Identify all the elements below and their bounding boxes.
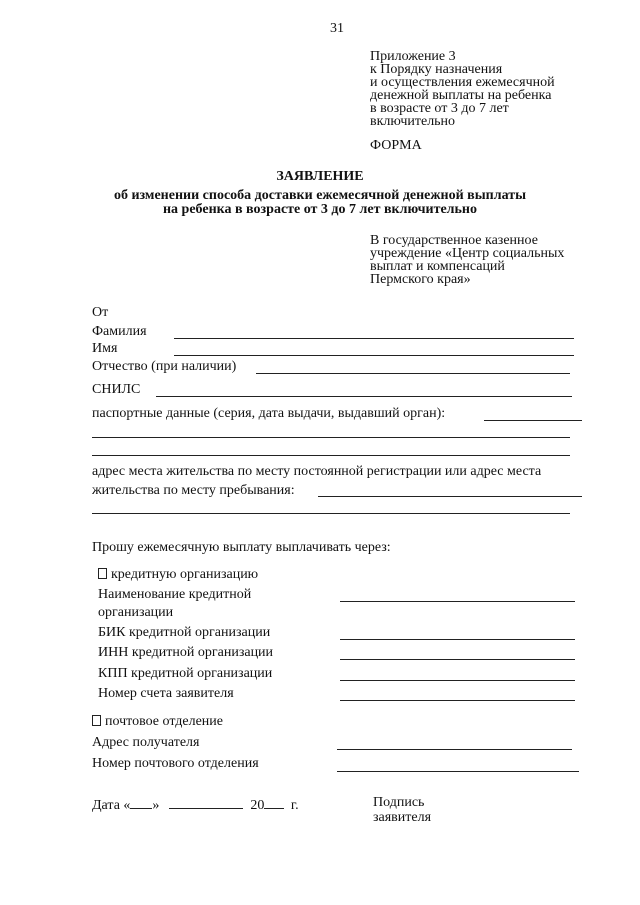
snils-field[interactable] [156, 396, 572, 397]
appendix-line-2: к Порядку назначения [370, 62, 503, 77]
account-field[interactable] [340, 700, 575, 701]
date-close-quote: » [152, 798, 160, 813]
appendix-line-6: включительно [370, 114, 456, 129]
kpp-label: КПП кредитной организации [98, 666, 273, 681]
document-title: ЗАЯВЛЕНИЕ [276, 169, 364, 184]
credit-name-label-line-1: Наименование кредитной [98, 587, 252, 602]
credit-name-label-line-2: организации [98, 605, 174, 620]
address-field-1[interactable] [318, 496, 582, 497]
appendix-line-1: Приложение 3 [370, 49, 456, 64]
post-option[interactable] [92, 715, 223, 729]
surname-label: Фамилия [92, 324, 147, 339]
snils-label: СНИЛС [92, 382, 141, 397]
request-text: Прошу ежемесячную выплату выплачивать через: [92, 540, 391, 555]
patronymic-field[interactable] [256, 373, 570, 374]
passport-field-3[interactable] [92, 455, 570, 456]
date-year-field[interactable] [264, 796, 284, 809]
bik-label: БИК кредитной организации [98, 625, 271, 640]
date-year-suffix: г. [290, 798, 299, 813]
post-option-label: почтовое отделение [105, 714, 223, 729]
post-office-number-field[interactable] [337, 771, 579, 772]
inn-label: ИНН кредитной организации [98, 645, 274, 660]
credit-option-label: кредитную организацию [111, 567, 259, 582]
credit-option[interactable] [98, 568, 258, 582]
passport-label: паспортные данные (серия, дата выдачи, выдавший орган): [92, 406, 446, 421]
address-label-line-1: адрес места жительства по месту постоянной регистрации или адрес места [92, 464, 542, 479]
addressee-line-4: Пермского края» [370, 272, 471, 287]
name-field[interactable] [174, 355, 574, 356]
passport-field-1[interactable] [484, 420, 582, 421]
addressee-line-3: выплат и компенсаций [370, 259, 505, 274]
appendix-line-3: и осуществления ежемесячной [370, 75, 555, 90]
date-month-field[interactable] [169, 796, 243, 809]
recipient-address-label: Адрес получателя [92, 735, 200, 750]
addressee-line-2: учреждение «Центр социальных [370, 246, 565, 261]
date-year-prefix: 20 [250, 798, 265, 813]
appendix-line-4: денежной выплаты на ребенка [370, 88, 552, 103]
address-label-line-2: жительства по месту пребывания: [92, 483, 295, 498]
inn-field[interactable] [340, 659, 575, 660]
date-row [92, 796, 299, 813]
document-subtitle-line-2: на ребенка в возрасте от 3 до 7 лет включительно [162, 202, 477, 217]
recipient-address-field[interactable] [337, 749, 572, 750]
address-field-2[interactable] [92, 513, 570, 514]
passport-field-2[interactable] [92, 437, 570, 438]
credit-option-checkbox[interactable] [98, 568, 107, 579]
date-label: Дата « [92, 798, 131, 813]
credit-name-field[interactable] [340, 601, 575, 602]
from-label: От [92, 305, 109, 320]
bik-field[interactable] [340, 639, 575, 640]
document-subtitle-line-1: об изменении способа доставки ежемесячной денежной выплаты [113, 188, 527, 203]
patronymic-label: Отчество (при наличии) [92, 359, 237, 374]
kpp-field[interactable] [340, 680, 575, 681]
post-option-checkbox[interactable] [92, 715, 101, 726]
surname-field[interactable] [174, 338, 574, 339]
post-office-number-label: Номер почтового отделения [92, 756, 259, 771]
addressee-line-1: В государственное казенное [370, 233, 538, 248]
date-day-field[interactable] [130, 796, 152, 809]
appendix-line-5: в возрасте от 3 до 7 лет [370, 101, 509, 116]
signature-label-line-1: Подпись [373, 795, 425, 810]
name-label: Имя [92, 341, 118, 356]
form-label: ФОРМА [370, 138, 422, 153]
account-label: Номер счета заявителя [98, 686, 234, 701]
signature-label-line-2: заявителя [373, 810, 432, 825]
page-number: 31 [330, 21, 344, 36]
